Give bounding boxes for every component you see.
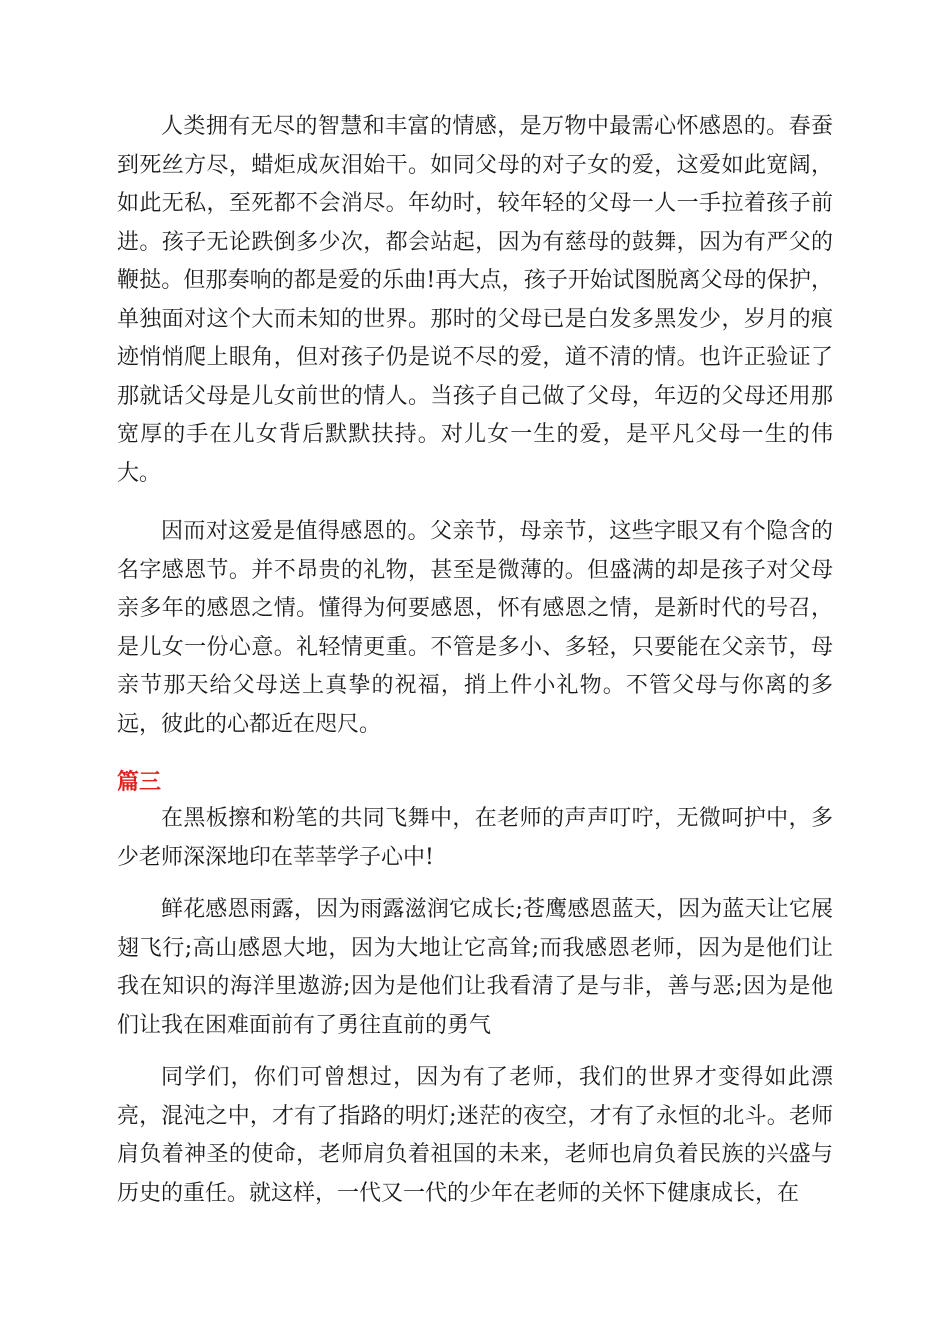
paragraph-classmates: 同学们，你们可曾想过，因为有了老师，我们的世界才变得如此漂亮，混沌之中，才有了指路的明灯;迷茫的夜空，才有了永恒的北斗。老师肩负着神圣的使命，老师肩负着祖国的未来，老师也肩负着民族的兴盛与历史的重任。就这样，一代又一代的少年在老师的关怀下健康成长，在 — [117, 1065, 833, 1206]
paragraph-parents-love: 人类拥有无尽的智慧和丰富的情感，是万物中最需心怀感恩的。春蚕到死丝方尽，蜡炬成灰泪始干。如同父母的对子女的爱，这爱如此宽阔，如此无私，至死都不会消尽。年幼时，较年轻的父母一人一手拉着孩子前进。孩子无论跌倒多少次，都会站起，因为有慈母的鼓舞，因为有严父的鞭挞。但那奏响的都是爱的乐曲!再大点，孩子开始试图脱离父母的保护，单独面对这个大而未知的世界。那时的父母已是白发多黑发少，岁月的痕迹悄悄爬上眼角，但对孩子仍是说不尽的爱，道不清的情。也许正验证了那就话父母是儿女前世的情人。当孩子自己做了父母，年迈的父母还用那宽厚的手在儿女背后默默扶持。对儿女一生的爱，是平凡父母一生的伟大。 — [117, 114, 833, 486]
section-heading: 篇三 — [117, 770, 162, 795]
paragraph-teachers-intro: 在黑板擦和粉笔的共同飞舞中，在老师的声声叮咛，无微呵护中，多少老师深深地印在莘莘学子心中! — [117, 806, 833, 870]
document-page — [117, 108, 833, 1213]
paragraph-gratitude-teachers: 鲜花感恩雨露，因为雨露滋润它成长;苍鹰感恩蓝天，因为蓝天让它展翅飞行;高山感恩大地，因为大地让它高耸;而我感恩老师，因为是他们让我在知识的海洋里遨游;因为是他们让我看清了是与非，善与恶;因为是他们让我在困难面前有了勇往直前的勇气 — [117, 897, 833, 1038]
paragraph-gratitude-festival: 因而对这爱是值得感恩的。父亲节，母亲节，这些字眼又有个隐含的名字感恩节。并不昂贵的礼物，甚至是微薄的。但盛满的却是孩子对父母亲多年的感恩之情。懂得为何要感恩，怀有感恩之情，是新时代的号召，是儿女一份心意。礼轻情更重。不管是多小、多轻，只要能在父亲节，母亲节那天给父母送上真挚的祝福，捎上件小礼物。不管父母与你离的多远，彼此的心都近在咫尺。 — [117, 519, 833, 737]
